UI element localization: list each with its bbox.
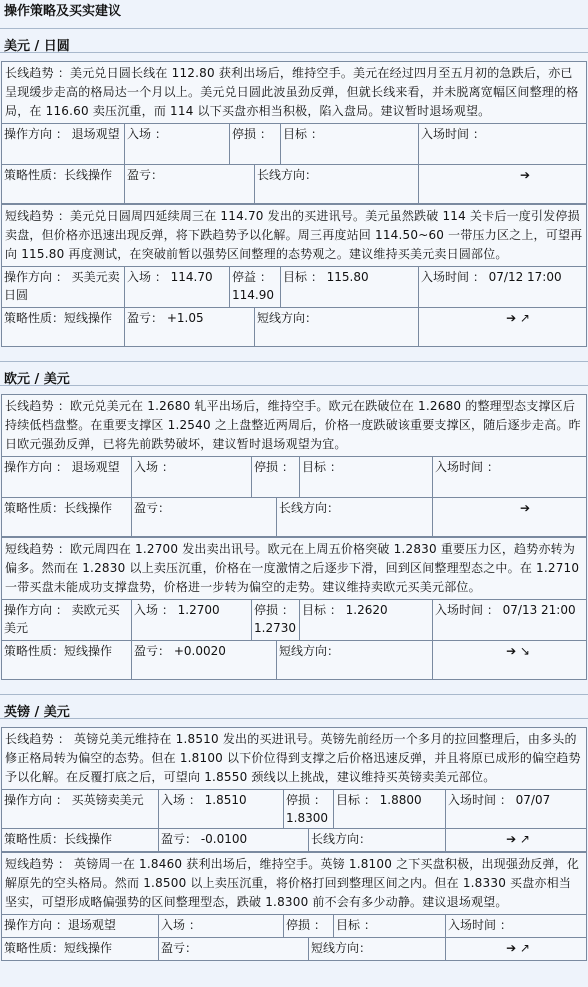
- section-gbp-usd: [0, 694, 588, 961]
- entry-time-cell: 入场时间 ： 07/12 17:00: [421, 270, 562, 284]
- entry-cell: 入场 ：: [132, 457, 252, 497]
- nature-cell: 策略性质：长线操作: [2, 498, 132, 536]
- trend-arrow-icon: ➔ ↗: [506, 832, 530, 846]
- target-cell: 目标 ：: [281, 124, 419, 164]
- entry-time-cell: 入场时间 ：: [421, 127, 485, 141]
- pnl-cell: 盈亏： -0.0100: [159, 829, 309, 851]
- nature-cell: 策略性质：短线操作: [2, 641, 132, 679]
- short-ops-row: [2, 267, 586, 308]
- pnl-cell: 盈亏： +0.0020: [132, 641, 277, 679]
- stop-cell: 停损 ：: [230, 124, 281, 164]
- entry-time-cell: 入场时间 ： 07/07: [448, 793, 551, 807]
- direction-cell: 操作方向 ： 退场观望: [2, 457, 132, 497]
- entry-cell: 入场 ： 1.8510: [159, 790, 284, 828]
- stop-cell: 停损 ： 1.2730: [252, 600, 300, 640]
- page-title: 操作策略及买实建议: [4, 4, 122, 19]
- long-ops-row: [2, 457, 586, 498]
- entry-cell: 入场 ：: [125, 124, 230, 164]
- section-usd-jpy: [0, 28, 588, 347]
- direction-cell: 操作方向 ： 买英镑卖美元: [2, 790, 159, 828]
- long-ops-row: [2, 124, 586, 165]
- direction-cell: 操作方向 ： 买美元卖日圆: [2, 267, 125, 307]
- entry-cell: 入场 ： 114.70: [125, 267, 230, 307]
- target-cell: 目标 ： 1.2620: [300, 600, 433, 640]
- short-ops-row: [2, 600, 586, 641]
- long-ops-row: [2, 790, 586, 829]
- long-trend-text: 长线趋势 ：美元兑日圆长线在 112.80 获利出场后，维持空手。美元在经过四月至五月初的急跌后，亦已呈现缓步走高的格局达一个月以上。美元兑日圆此波虽劲反弹，但就长线来看，并未脱离宽幅区间整理的格局，在 116.60 卖压沉重，而 114 以下买盘亦相当积极，陷入盘局。建议暂时退场观望。: [2, 62, 586, 124]
- direction-label-cell: 长线方向：: [277, 498, 433, 536]
- entry-time-cell: 入场时间 ：: [435, 460, 499, 474]
- long-trend-text: 长线趋势 ：欧元兑美元在 1.2680 轧平出场后，维持空手。欧元在跌破位在 1.2680 的整理型态支撑区后持续低档盘整。在重要支撑区 1.2540 之上盘整近两周后，价格一度跌破该重要支撑区，随后逐步走高。昨日欧元强劲反弹，已将先前跌势破坏，建议暂时退场观望为宜。: [2, 395, 586, 457]
- direction-label-cell: 长线方向：: [309, 829, 446, 851]
- section-heading: 欧元 / 美元: [0, 361, 588, 386]
- trend-arrow-icon: ➔ ↗: [506, 941, 530, 955]
- long-summary-row: [2, 829, 586, 852]
- short-trend-text: 短线趋势 ： 英镑周一在 1.8460 获利出场后，维持空手。英镑 1.8100 之下买盘积极，出现强劲反弹，化解原先的空头格局。然而 1.8500 以上卖压沉重，将价格打回到整理区间之内。但在 1.8330 买盘亦相当坚实，可望形成略偏强势的区间整理型态，跌破 1.8300 前不会有多少动静。建议退场观望。: [2, 852, 586, 915]
- section-eur-usd: [0, 361, 588, 680]
- pnl-cell: 盈亏：: [125, 165, 255, 203]
- strategy-card: [1, 394, 587, 680]
- short-summary-row: [2, 308, 586, 346]
- trend-arrow-icon: ➔ ↘: [506, 644, 530, 658]
- short-ops-row: [2, 915, 586, 938]
- strategy-card: [1, 61, 587, 347]
- target-cell: 目标 ： 115.80: [281, 267, 419, 307]
- stop-cell: 停损 ：: [252, 457, 300, 497]
- target-cell: 目标 ： 1.8800: [334, 790, 446, 828]
- stop-cell: 停损 ：: [284, 915, 334, 937]
- pnl-cell: 盈亏： +1.05: [125, 308, 255, 346]
- target-cell: 目标 ：: [334, 915, 446, 937]
- entry-cell: 入场 ： 1.2700: [132, 600, 252, 640]
- long-trend-text: 长线趋势 ： 英镑兑美元维持在 1.8510 发出的买进讯号。英镑先前经历一个多月的拉回整理后，由多头的修正格局转为偏空的态势。但在 1.8100 以下价位得到支撑之后价格迅速反弹，并且将原已成形的偏空趋势予以化解。在反覆打底之后，可望向 1.8550 颈线以上挑战，建议维持买英镑卖美元部位。: [2, 728, 586, 790]
- short-trend-text: 短线趋势 ：欧元周四在 1.2700 发出卖出讯号。欧元在上周五价格突破 1.2830 重要压力区，趋势亦转为偏多。然而在 1.2830 以上卖压沉重，价格在一度激情之后逐步下滑，回到区间整理型态之中。在 1.2710 一带买盘未能成功支撑盘势，价格进一步转为偏空的走势。建议维持卖欧元买美元部位。: [2, 537, 586, 600]
- trend-arrow-icon: ➔: [519, 501, 530, 515]
- nature-cell: 策略性质：长线操作: [2, 829, 159, 851]
- direction-label-cell: 短线方向：: [309, 938, 446, 960]
- section-heading: 美元 / 日圆: [0, 28, 588, 53]
- entry-cell: 入场 ：: [159, 915, 284, 937]
- direction-label-cell: 长线方向：: [255, 165, 419, 203]
- entry-time-cell: 入场时间 ： 07/13 21:00: [435, 603, 576, 617]
- pnl-cell: 盈亏：: [159, 938, 309, 960]
- trend-arrow-icon: ➔: [519, 168, 530, 182]
- direction-label-cell: 短线方向：: [277, 641, 433, 679]
- stop-cell: 停损 ： 1.8300: [284, 790, 334, 828]
- trend-arrow-icon: ➔ ↗: [506, 311, 530, 325]
- long-summary-row: [2, 498, 586, 537]
- direction-cell: 操作方向 ： 退场观望: [2, 124, 125, 164]
- pnl-cell: 盈亏：: [132, 498, 277, 536]
- direction-label-cell: 短线方向：: [255, 308, 419, 346]
- short-trend-text: 短线趋势 ：美元兑日圆周四延续周三在 114.70 发出的买进讯号。美元虽然跌破 114 关卡后一度引发停损卖盘，但价格亦迅速出现反弹，将下跌趋势予以化解。周三再度站回 114.50~60 一带压力区之上，可望再向 115.80 再度测试，在突破前暂以强势区间整理的态势观之。建议维持买美元卖日圆部位。: [2, 204, 586, 267]
- direction-cell: 操作方向 ：退场观望: [2, 915, 159, 937]
- nature-cell: 策略性质：短线操作: [2, 308, 125, 346]
- stop-cell: 停益 ： 114.90: [230, 267, 281, 307]
- long-summary-row: [2, 165, 586, 204]
- nature-cell: 策略性质：长线操作: [2, 165, 125, 203]
- nature-cell: 策略性质：短线操作: [2, 938, 159, 960]
- section-heading: 英镑 / 美元: [0, 694, 588, 719]
- strategy-card: [1, 727, 587, 961]
- short-summary-row: [2, 938, 586, 960]
- entry-time-cell: 入场时间 ：: [448, 918, 512, 932]
- direction-cell: 操作方向 ： 卖欧元买美元: [2, 600, 132, 640]
- target-cell: 目标 ：: [300, 457, 433, 497]
- short-summary-row: [2, 641, 586, 679]
